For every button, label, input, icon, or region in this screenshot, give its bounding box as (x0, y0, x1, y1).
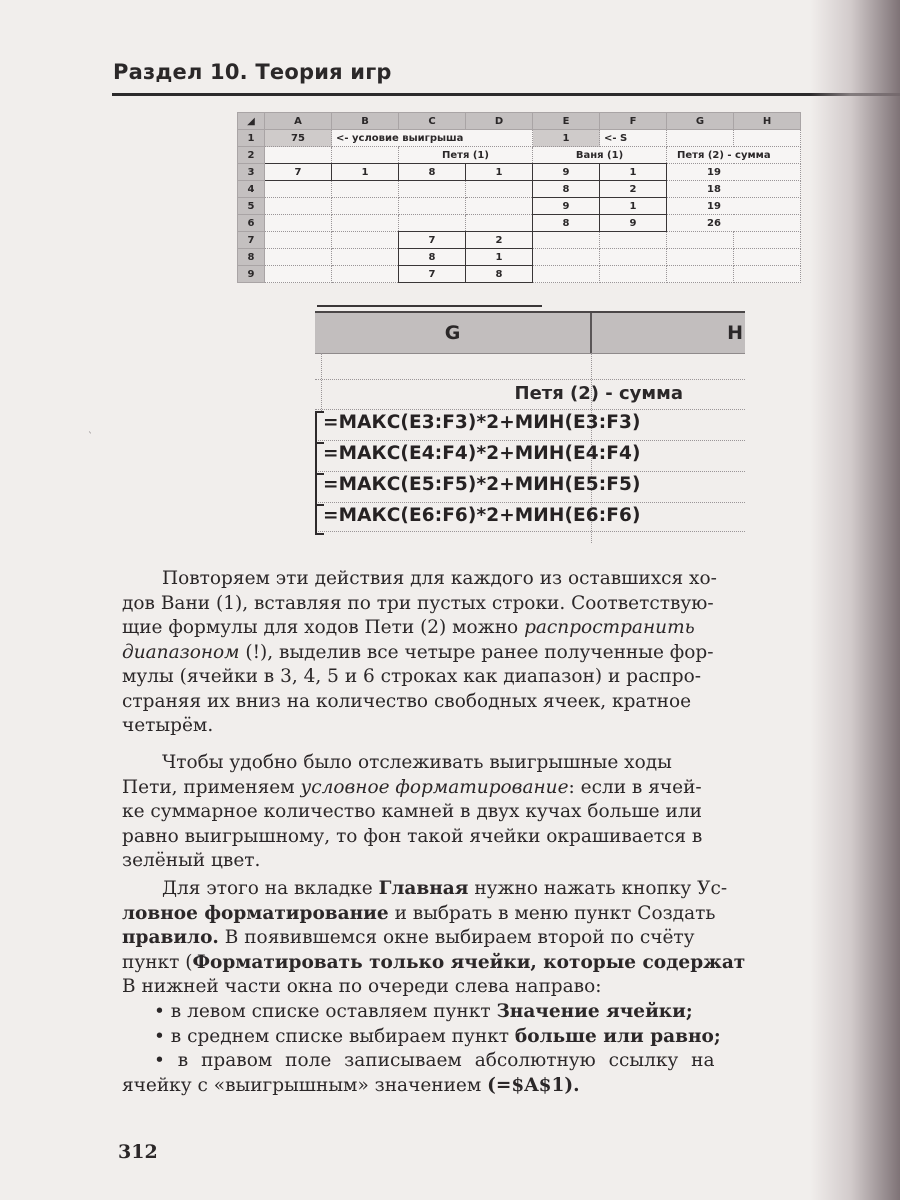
gridline (315, 379, 745, 380)
cell (265, 232, 332, 249)
row-header: 6 (238, 215, 265, 232)
list-item (122, 1049, 900, 1074)
cell: 8 (466, 266, 533, 283)
text-line (122, 1074, 900, 1099)
sum-cell: 19 (667, 164, 801, 181)
win-condition-label: <- условие выигрыша (332, 130, 533, 147)
cell: 7 (265, 164, 332, 181)
text-line: Повторяем эти действия для каждого из оставшихся хо- (162, 568, 717, 589)
column-header: D (466, 113, 533, 130)
list-item (122, 1025, 900, 1050)
text: и выбрать в меню пункт Создать (388, 902, 716, 924)
cell: 1 (466, 249, 533, 266)
text: Пети, применяем (122, 776, 301, 798)
cell: 1 (600, 198, 667, 215)
cell (265, 181, 332, 198)
section-title: Раздел 10. Теория игр (113, 60, 392, 84)
text-line (122, 616, 900, 641)
column-header: E (533, 113, 600, 130)
cell (332, 147, 399, 164)
text-line: мулы (ячейки в 3, 4, 5 и 6 строках как диапазон) и распро- (122, 666, 701, 687)
petya-2-sum-header: Петя (2) - сумма (514, 383, 683, 404)
text: • в левом списке оставляем пункт (154, 1001, 497, 1022)
gridline (315, 531, 745, 532)
table-row (238, 266, 801, 283)
column-header-h: H (727, 322, 743, 344)
gridline (315, 409, 745, 410)
table-row (238, 130, 801, 147)
petya-2-sum-header: Петя (2) - сумма (667, 147, 801, 164)
formula-row-4: =МАКС(E4:F4)*2+МИН(E4:F4) (323, 443, 641, 464)
vanya-1-header: Ваня (1) (533, 147, 667, 164)
column-header-g: G (315, 313, 592, 353)
cell (265, 147, 332, 164)
cell (265, 266, 332, 283)
cell (667, 266, 734, 283)
italic-term: условное форматирование (300, 776, 569, 798)
cell (734, 249, 801, 266)
cell (265, 249, 332, 266)
cell (667, 249, 734, 266)
paragraph-1 (122, 567, 900, 739)
column-header: G (667, 113, 734, 130)
text-line (122, 902, 900, 927)
paragraph-2 (122, 751, 900, 874)
sum-cell: 18 (667, 181, 801, 198)
gridline (315, 502, 745, 503)
cell: 8 (399, 164, 466, 181)
cell (533, 232, 600, 249)
bold-term: (=$A$1). (487, 1074, 580, 1096)
row-header: 5 (238, 198, 265, 215)
win-condition-cell: 75 (265, 130, 332, 147)
row-header: 1 (238, 130, 265, 147)
text-line (122, 951, 900, 976)
gridline (315, 440, 745, 441)
text: : если в ячей- (568, 776, 702, 798)
text-line: Чтобы удобно было отслеживать выигрышные ходы (162, 752, 672, 773)
bold-term: правило. (122, 927, 219, 948)
column-header: H (734, 113, 801, 130)
cell (466, 181, 533, 198)
cell (734, 232, 801, 249)
cell (466, 198, 533, 215)
row-header: 8 (238, 249, 265, 266)
row-header: 4 (238, 181, 265, 198)
cell: 1 (332, 164, 399, 181)
text-line: четырём. (122, 715, 214, 736)
cell (332, 266, 399, 283)
cell: 9 (600, 215, 667, 232)
paragraph-3 (122, 877, 900, 1000)
cell (533, 266, 600, 283)
row-header: 7 (238, 232, 265, 249)
table-row (238, 232, 801, 249)
text: В появившемся окне выбираем второй по счёту (218, 927, 695, 948)
table-row (238, 215, 801, 232)
cell (667, 232, 734, 249)
cell (600, 266, 667, 283)
cell (533, 249, 600, 266)
cell (332, 249, 399, 266)
s-label: <- S (600, 130, 667, 147)
gridline (315, 471, 745, 472)
column-header-bar (315, 311, 745, 354)
text-line: В нижней части окна по очереди слева направо: (122, 976, 602, 997)
column-header: B (332, 113, 399, 130)
text-line: ке суммарное количество камней в двух кучах больше или (122, 801, 702, 822)
text: щие формулы для ходов Пети (2) можно (122, 617, 525, 638)
table-row (238, 181, 801, 198)
bold-term: больше или равно; (514, 1025, 721, 1047)
select-all-corner: ◢ (238, 113, 265, 130)
cell (734, 266, 801, 283)
s-cell: 1 (533, 130, 600, 147)
cell (399, 198, 466, 215)
page-number: 312 (118, 1141, 158, 1163)
text: • в среднем списке выбираем пункт (154, 1025, 515, 1047)
cell: 8 (533, 181, 600, 198)
column-header: C (399, 113, 466, 130)
cell (265, 215, 332, 232)
bold-term: Главная (378, 878, 469, 899)
text-line: зелёный цвет. (122, 850, 261, 871)
cell (667, 130, 734, 147)
text-line: равно выигрышному, то фон такой ячейки окрашивается в (122, 825, 703, 847)
cell: 8 (533, 215, 600, 232)
divider (317, 305, 542, 307)
text-line (122, 641, 900, 666)
cell (332, 232, 399, 249)
bold-term: Форматировать только ячейки, которые содержат (192, 951, 746, 973)
cell: 2 (600, 181, 667, 198)
text: ячейку с «выигрышным» значением (122, 1074, 488, 1096)
scan-mark: ˋ (88, 432, 93, 443)
cell (399, 215, 466, 232)
cell (600, 232, 667, 249)
text-line: дов Вани (1), вставляя по три пустых строки. Соответствую- (122, 592, 714, 614)
italic-term: распространить (524, 617, 695, 638)
formula-row-6: =МАКС(E6:F6)*2+МИН(E6:F6) (323, 505, 641, 526)
cell (332, 198, 399, 215)
table-row (238, 147, 801, 164)
cell: 7 (399, 266, 466, 283)
text: Для этого на вкладке (162, 878, 379, 899)
text-line: страняя их вниз на количество свободных ячеек, кратное (122, 690, 692, 712)
cell: 8 (399, 249, 466, 266)
row-header: 2 (238, 147, 265, 164)
column-header: F (600, 113, 667, 130)
column-header: A (265, 113, 332, 130)
cell: 9 (533, 198, 600, 215)
text-line (122, 776, 900, 801)
bold-term: ловное форматирование (122, 902, 389, 924)
text: пункт ( (122, 951, 193, 973)
header-rule (112, 93, 900, 96)
row-header: 3 (238, 164, 265, 181)
gridline (321, 353, 322, 413)
cell: 1 (600, 164, 667, 181)
cell (265, 198, 332, 215)
text-line (122, 877, 900, 902)
row-header: 9 (238, 266, 265, 283)
sum-cell: 26 (667, 215, 801, 232)
list-item (122, 1000, 900, 1025)
cell (399, 181, 466, 198)
sum-cell: 19 (667, 198, 801, 215)
spreadsheet-figure (237, 112, 801, 283)
text: • в правом поле записываем абсолютную ссылку на (154, 1050, 715, 1071)
bold-term: Значение ячейки; (496, 1001, 693, 1022)
cell (332, 215, 399, 232)
cell (332, 181, 399, 198)
cell (466, 215, 533, 232)
formula-row-3: =МАКС(E3:F3)*2+МИН(E3:F3) (323, 412, 641, 433)
table-row (238, 164, 801, 181)
cell (734, 130, 801, 147)
cell (600, 249, 667, 266)
column-header-row (238, 113, 801, 130)
bullet-list (122, 1000, 900, 1098)
text: нужно нажать кнопку Ус- (468, 878, 728, 899)
italic-term: диапазоном (122, 641, 240, 663)
petya-1-header: Петя (1) (399, 147, 533, 164)
table-row (238, 249, 801, 266)
cell: 1 (466, 164, 533, 181)
text: (!), выделив все четыре ранее полученные фор- (239, 641, 714, 663)
table-row (238, 198, 801, 215)
cell: 2 (466, 232, 533, 249)
cell: 7 (399, 232, 466, 249)
text-line (122, 926, 900, 951)
cell: 9 (533, 164, 600, 181)
formula-row-5: =МАКС(E5:F5)*2+МИН(E5:F5) (323, 474, 641, 495)
